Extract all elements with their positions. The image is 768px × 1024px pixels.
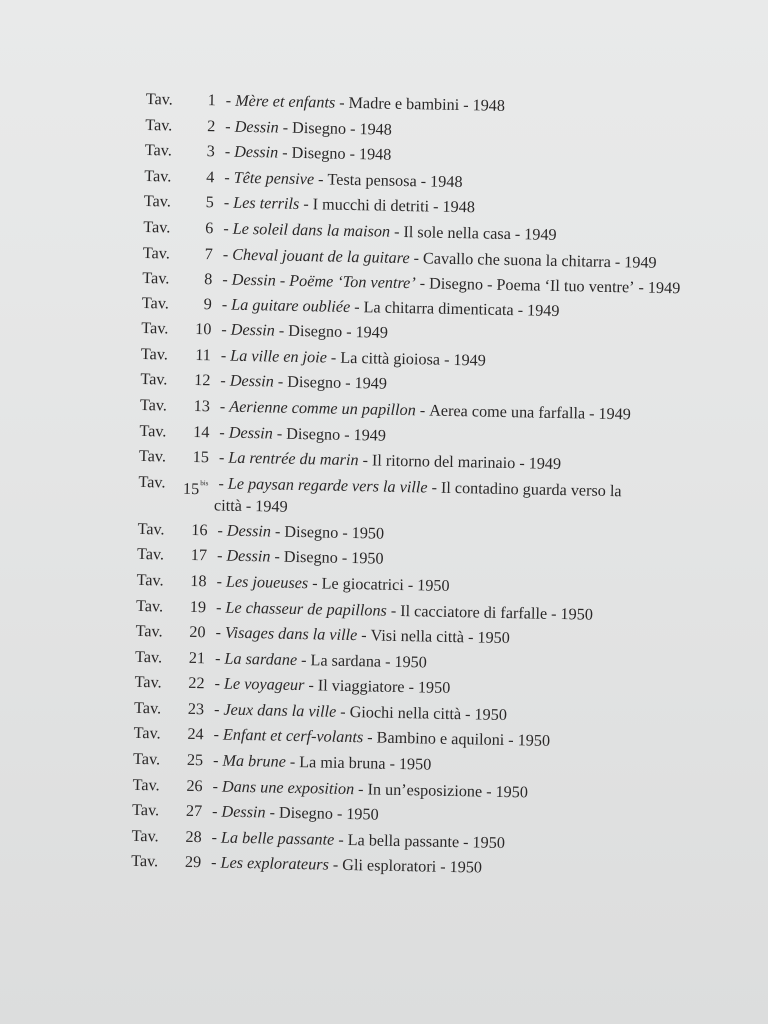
year: 1950 bbox=[517, 731, 551, 751]
french-title: Dessin bbox=[226, 521, 272, 541]
french-title: Dessin bbox=[226, 546, 271, 566]
year: 1948 bbox=[442, 198, 476, 217]
separator-dash: - bbox=[223, 193, 230, 212]
plate-number bbox=[183, 242, 213, 265]
year: 1949 bbox=[598, 404, 632, 424]
plate-number-text: 23 bbox=[187, 699, 205, 719]
french-title: Enfant et cerf-volants bbox=[222, 726, 364, 747]
italian-title: Disegno bbox=[283, 548, 338, 568]
separator-dash: - bbox=[215, 597, 222, 617]
year: 1948 bbox=[359, 119, 393, 139]
plate-number bbox=[174, 672, 204, 695]
year: 1950 bbox=[449, 858, 483, 878]
plate-description bbox=[201, 852, 691, 883]
separator-dash: - bbox=[508, 731, 514, 750]
separator-dash: - bbox=[420, 172, 427, 191]
italian-title: Il cacciatore di farfalle bbox=[400, 601, 548, 623]
italian-title: La città gioiosa bbox=[340, 348, 441, 369]
french-title: Les terrils bbox=[233, 194, 300, 214]
italian-title: Cavallo che suona la chitarra bbox=[422, 248, 612, 271]
year: 1949 bbox=[647, 278, 681, 297]
separator-dash: - bbox=[419, 401, 426, 420]
separator-dash: - bbox=[344, 425, 350, 444]
plate-number bbox=[180, 395, 210, 418]
plate-number bbox=[174, 698, 204, 721]
plate-label: Tav. bbox=[132, 749, 161, 769]
italian-title: Testa pensosa bbox=[327, 170, 417, 190]
italian-title: Madre e bambini bbox=[348, 93, 460, 115]
separator-dash: - bbox=[216, 572, 223, 591]
italian-title: Il ritorno del marinaio bbox=[371, 451, 516, 473]
separator-dash: - bbox=[300, 650, 307, 669]
french-title: La ville en joie bbox=[230, 346, 328, 367]
italian-title: La bella passante bbox=[347, 830, 460, 851]
separator-dash: - bbox=[211, 828, 218, 847]
separator-dash: - bbox=[223, 219, 229, 238]
italian-title: Bambino e aquiloni bbox=[376, 729, 505, 750]
italian-title: Disegno bbox=[291, 118, 347, 138]
plate-entry bbox=[138, 471, 699, 526]
separator-dash: - bbox=[221, 320, 227, 339]
plate-number-text: 2 bbox=[207, 116, 216, 135]
separator-dash: - bbox=[354, 297, 360, 316]
plate-number-text: 6 bbox=[205, 219, 214, 238]
plate-number-text: 4 bbox=[206, 167, 215, 187]
french-title: Visages dans la ville bbox=[224, 623, 358, 645]
separator-dash: - bbox=[349, 145, 356, 164]
separator-dash: - bbox=[308, 676, 314, 695]
plate-number-text: 27 bbox=[185, 802, 203, 821]
separator-dash: - bbox=[389, 754, 396, 773]
italian-title: Il sole nella casa bbox=[403, 222, 512, 243]
separator-dash: - bbox=[638, 278, 645, 297]
plate-number bbox=[176, 595, 206, 618]
french-title: Cheval jouant de la guitare bbox=[232, 245, 410, 267]
french-title: Les joueuses bbox=[225, 572, 309, 593]
plate-label: Tav. bbox=[133, 724, 161, 743]
plate-number-suffix: bis bbox=[200, 478, 209, 487]
french-title: Les explorateurs bbox=[220, 854, 330, 875]
italian-title: Visi nella città bbox=[370, 626, 465, 647]
year: 1950 bbox=[474, 705, 508, 724]
separator-dash: - bbox=[220, 346, 227, 365]
plate-number-text: 9 bbox=[203, 294, 213, 313]
plate-label: Tav. bbox=[136, 545, 165, 564]
italian-title: Il contadino guarda verso la città bbox=[213, 478, 622, 515]
separator-dash: - bbox=[419, 273, 426, 292]
plate-label: Tav. bbox=[145, 115, 173, 135]
year: 1950 bbox=[346, 805, 379, 824]
separator-dash: - bbox=[462, 833, 469, 852]
separator-dash: - bbox=[336, 805, 343, 824]
plate-number bbox=[182, 267, 212, 290]
italian-title: Disegno bbox=[287, 373, 342, 393]
plate-number bbox=[185, 114, 215, 137]
plate-number bbox=[186, 89, 216, 112]
french-title: Mère et enfants bbox=[234, 91, 336, 112]
french-title: Le paysan regarde vers la ville bbox=[227, 474, 428, 497]
french-title: Dessin - Poëme ‘Ton ventre’ bbox=[231, 270, 416, 292]
plate-number bbox=[181, 318, 211, 341]
plate-number-text: 28 bbox=[185, 827, 202, 847]
italian-title: La sardana bbox=[310, 650, 382, 671]
year: 1949 bbox=[624, 252, 657, 272]
plate-number-text: 8 bbox=[204, 269, 213, 288]
plate-number-text: 19 bbox=[189, 597, 207, 616]
year: 1949 bbox=[355, 323, 389, 342]
separator-dash: - bbox=[219, 423, 225, 442]
italian-title: I mucchi di detriti bbox=[312, 195, 430, 216]
year: 1950 bbox=[560, 604, 594, 624]
separator-dash: - bbox=[345, 374, 351, 393]
plate-number bbox=[173, 749, 203, 772]
plate-number bbox=[172, 800, 202, 823]
italian-title: Disegno bbox=[291, 143, 346, 164]
separator-dash: - bbox=[212, 751, 219, 770]
separator-dash: - bbox=[339, 93, 345, 112]
year: 1949 bbox=[524, 225, 557, 244]
separator-dash: - bbox=[211, 802, 218, 821]
separator-dash: - bbox=[514, 225, 521, 244]
french-title: Le voyageur bbox=[223, 674, 305, 695]
french-title: Dessin bbox=[229, 372, 275, 391]
plate-number bbox=[179, 446, 209, 469]
year: 1950 bbox=[495, 782, 529, 802]
separator-dash: - bbox=[274, 547, 281, 566]
plate-list bbox=[131, 88, 706, 887]
separator-dash: - bbox=[330, 348, 337, 367]
plate-label: Tav. bbox=[130, 852, 159, 871]
separator-dash: - bbox=[221, 295, 228, 314]
french-title: Dans une exposition bbox=[221, 777, 355, 798]
plate-label: Tav. bbox=[143, 192, 172, 211]
year: 1948 bbox=[429, 172, 463, 191]
plate-label: Tav. bbox=[140, 344, 169, 364]
separator-dash: - bbox=[277, 372, 284, 392]
plate-number-text: 24 bbox=[187, 725, 204, 744]
plate-label: Tav. bbox=[135, 596, 164, 615]
separator-dash: - bbox=[408, 678, 415, 697]
year: 1948 bbox=[358, 145, 392, 164]
plate-number bbox=[176, 570, 206, 593]
plate-number bbox=[179, 420, 209, 443]
year: 1949 bbox=[526, 300, 560, 320]
french-title: Dessin bbox=[234, 142, 279, 162]
french-title: La guitare oubliée bbox=[231, 295, 351, 316]
plate-label: Tav. bbox=[133, 698, 162, 718]
plate-number bbox=[175, 621, 205, 644]
italian-title: In un’esposizione bbox=[367, 780, 483, 801]
plate-label: Tav. bbox=[131, 826, 159, 846]
plate-number-text: 16 bbox=[191, 520, 208, 539]
plate-number bbox=[172, 774, 202, 797]
plate-number bbox=[177, 518, 207, 541]
separator-dash: - bbox=[224, 168, 230, 187]
separator-dash: - bbox=[361, 626, 367, 645]
separator-dash: - bbox=[222, 270, 228, 289]
separator-dash: - bbox=[214, 674, 221, 693]
plate-number-text: 1 bbox=[207, 91, 216, 110]
year: 1950 bbox=[351, 549, 384, 568]
plate-number-text: 7 bbox=[204, 244, 214, 263]
separator-dash: - bbox=[332, 856, 339, 875]
separator-dash: - bbox=[588, 404, 595, 423]
french-title: La rentrée du marin bbox=[228, 448, 359, 470]
year: 1950 bbox=[398, 755, 432, 774]
separator-dash: - bbox=[217, 521, 224, 540]
separator-dash: - bbox=[463, 96, 469, 115]
plate-number-text: 15 bbox=[182, 479, 200, 498]
plate-label: Tav. bbox=[131, 801, 160, 820]
separator-dash: - bbox=[440, 858, 446, 877]
plate-number-text: 10 bbox=[195, 320, 212, 339]
separator-dash: - bbox=[213, 700, 220, 719]
separator-dash: - bbox=[245, 496, 252, 515]
separator-dash: - bbox=[362, 451, 369, 470]
separator-dash: - bbox=[517, 300, 524, 319]
plate-number bbox=[177, 544, 207, 567]
separator-dash: - bbox=[216, 546, 223, 565]
separator-dash: - bbox=[393, 222, 400, 241]
separator-dash: - bbox=[345, 323, 352, 342]
separator-dash: - bbox=[282, 118, 289, 137]
separator-dash: - bbox=[220, 371, 226, 390]
separator-dash: - bbox=[384, 652, 391, 671]
separator-dash: - bbox=[357, 779, 364, 798]
year: 1950 bbox=[417, 678, 451, 698]
separator-dash: - bbox=[550, 604, 557, 623]
separator-dash: - bbox=[338, 830, 344, 849]
italian-title: La mia bruna bbox=[299, 753, 386, 773]
separator-dash: - bbox=[614, 252, 621, 271]
plate-number-text: 14 bbox=[193, 422, 210, 441]
separator-dash: - bbox=[312, 574, 318, 593]
separator-dash: - bbox=[224, 142, 231, 161]
plate-number-text: 22 bbox=[188, 674, 205, 693]
plate-number-text: 5 bbox=[205, 193, 214, 212]
plate-label: Tav. bbox=[136, 570, 164, 590]
separator-dash: - bbox=[367, 728, 373, 747]
year: 1948 bbox=[472, 96, 506, 115]
separator-dash: - bbox=[413, 248, 420, 267]
separator-dash: - bbox=[214, 649, 221, 668]
separator-dash: - bbox=[519, 454, 525, 473]
separator-dash: - bbox=[215, 623, 222, 642]
plate-description bbox=[208, 472, 699, 525]
plate-label: Tav. bbox=[137, 519, 165, 539]
year: 1950 bbox=[477, 628, 511, 648]
french-title: Dessin bbox=[228, 423, 274, 443]
french-title: Jeux dans la ville bbox=[223, 700, 337, 721]
year: 1949 bbox=[453, 350, 487, 370]
separator-dash: - bbox=[219, 397, 226, 416]
separator-dash: - bbox=[222, 245, 229, 264]
plate-number bbox=[173, 723, 203, 746]
plate-number-text: 15 bbox=[192, 448, 210, 467]
separator-dash: - bbox=[213, 725, 220, 744]
year: 1949 bbox=[353, 425, 387, 445]
french-title: Dessin bbox=[230, 320, 276, 340]
separator-dash: - bbox=[317, 170, 324, 189]
french-title: La sardane bbox=[224, 649, 298, 669]
french-title: Tête pensive bbox=[233, 168, 315, 189]
plate-number bbox=[184, 166, 214, 189]
plate-number-text: 12 bbox=[194, 371, 211, 390]
separator-dash: - bbox=[464, 705, 471, 724]
year: 1950 bbox=[394, 652, 428, 672]
plate-label: Tav. bbox=[142, 243, 171, 263]
separator-dash: - bbox=[443, 350, 450, 369]
french-title: Aerienne comme un papillon bbox=[229, 397, 416, 420]
plate-label: Tav. bbox=[134, 673, 162, 692]
separator-dash: - bbox=[342, 523, 348, 542]
separator-dash: - bbox=[210, 853, 217, 872]
french-title: La belle passante bbox=[220, 828, 335, 849]
year: 1949 bbox=[528, 454, 562, 474]
separator-dash: - bbox=[341, 549, 348, 568]
french-title: Le soleil dans la maison bbox=[232, 219, 391, 241]
separator-dash: - bbox=[278, 321, 285, 340]
separator-dash: - bbox=[407, 576, 414, 595]
year: 1950 bbox=[417, 576, 450, 595]
french-title: Le chasseur de papillons bbox=[225, 598, 388, 620]
separator-dash: - bbox=[340, 702, 346, 721]
separator-dash: - bbox=[282, 143, 288, 162]
plate-label: Tav. bbox=[138, 472, 166, 492]
plate-label: Tav. bbox=[142, 268, 170, 288]
plate-number bbox=[184, 191, 214, 214]
separator-dash: - bbox=[225, 117, 231, 136]
plate-number bbox=[182, 292, 212, 315]
plate-number-text: 11 bbox=[195, 345, 212, 365]
french-title: Dessin bbox=[234, 117, 279, 137]
italian-title: Disegno bbox=[288, 321, 343, 341]
plate-number-text: 17 bbox=[190, 546, 208, 565]
italian-title: Disegno bbox=[284, 522, 339, 542]
italian-title: Aerea come una farfalla bbox=[429, 401, 586, 423]
plate-number bbox=[181, 343, 211, 366]
plate-number-text: 3 bbox=[206, 142, 215, 161]
plate-label: Tav. bbox=[138, 447, 167, 466]
separator-dash: - bbox=[218, 474, 224, 493]
plate-number-text: 18 bbox=[190, 571, 207, 591]
plate-label: Tav. bbox=[135, 621, 163, 641]
plate-number-text: 29 bbox=[184, 853, 202, 872]
plate-number bbox=[183, 217, 213, 240]
year: 1950 bbox=[472, 833, 506, 852]
italian-title: Disegno bbox=[278, 803, 334, 823]
separator-dash: - bbox=[432, 197, 439, 217]
plate-label: Tav. bbox=[144, 166, 172, 186]
plate-label: Tav. bbox=[141, 293, 170, 313]
italian-title: Disegno bbox=[286, 424, 341, 444]
italian-title: La chitarra dimenticata bbox=[363, 297, 514, 319]
separator-dash: - bbox=[485, 782, 492, 801]
separator-dash: - bbox=[467, 628, 474, 647]
plate-label: Tav. bbox=[141, 319, 169, 338]
french-title: Dessin bbox=[221, 802, 266, 822]
separator-dash: - bbox=[274, 522, 281, 541]
plate-number bbox=[180, 369, 210, 392]
separator-dash: - bbox=[303, 195, 309, 214]
plate-number-text: 21 bbox=[188, 648, 206, 667]
plate-label: Tav. bbox=[140, 370, 168, 389]
plate-label: Tav. bbox=[134, 647, 163, 667]
plate-number-text: 25 bbox=[186, 750, 204, 770]
plate-number bbox=[171, 825, 201, 848]
plate-number bbox=[171, 851, 201, 874]
italian-title: Il viaggiatore bbox=[317, 676, 405, 697]
separator-dash: - bbox=[225, 91, 232, 110]
plate-label: Tav. bbox=[139, 421, 167, 440]
separator-dash: - bbox=[212, 777, 219, 796]
separator-dash: - bbox=[289, 752, 296, 772]
separator-dash: - bbox=[431, 478, 438, 497]
plate-number-text: 20 bbox=[189, 623, 206, 642]
separator-dash: - bbox=[390, 601, 397, 620]
italian-title: Giochi nella città bbox=[349, 702, 462, 724]
separator-dash: - bbox=[276, 424, 283, 443]
plate-number bbox=[178, 471, 209, 500]
plate-label: Tav. bbox=[139, 395, 168, 415]
italian-title: Gli esploratori bbox=[342, 856, 437, 877]
plate-label: Tav. bbox=[144, 141, 173, 160]
plate-number bbox=[185, 140, 215, 163]
year: 1949 bbox=[255, 496, 288, 516]
year: 1950 bbox=[351, 523, 385, 543]
separator-dash: - bbox=[218, 448, 225, 467]
plate-number-text: 13 bbox=[193, 396, 211, 416]
plate-number bbox=[175, 646, 205, 669]
year: 1949 bbox=[354, 374, 388, 394]
french-title: Ma brune bbox=[222, 751, 287, 771]
plate-label: Tav. bbox=[145, 89, 173, 109]
separator-dash: - bbox=[349, 119, 356, 138]
separator-dash: - bbox=[269, 803, 276, 822]
plate-label: Tav. bbox=[143, 217, 171, 237]
plate-label: Tav. bbox=[132, 775, 160, 795]
plate-number-text: 26 bbox=[186, 776, 203, 795]
italian-title: Disegno - Poema ‘Il tuo ventre’ bbox=[428, 274, 635, 296]
italian-title: Le giocatrici bbox=[321, 574, 404, 594]
